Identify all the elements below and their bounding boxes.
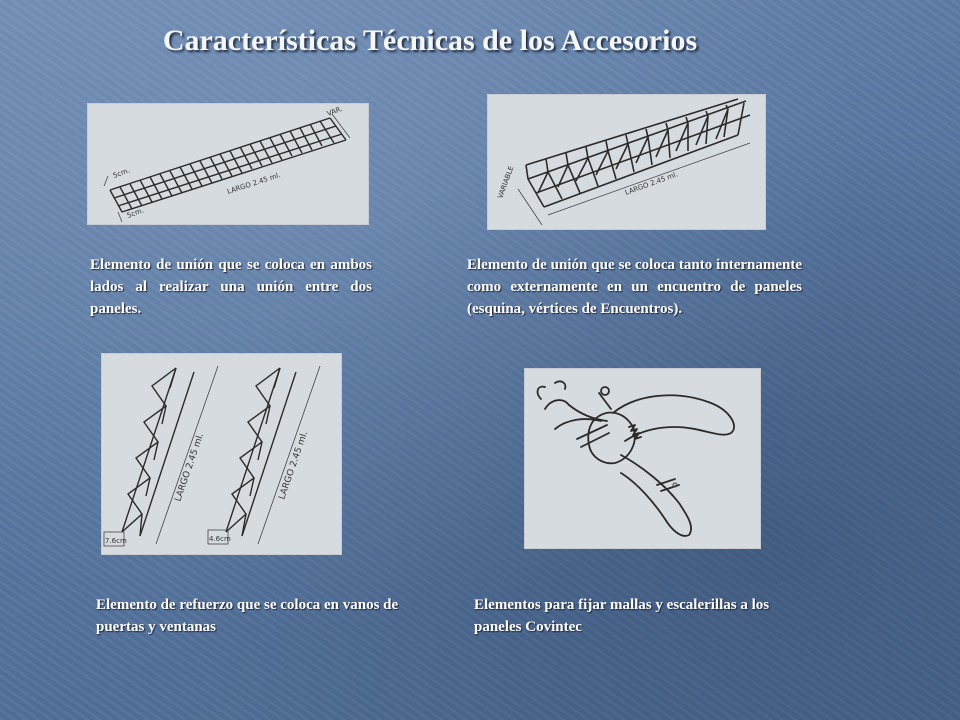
corner-mesh-figure [487,94,766,230]
caption-fasteners: Elementos para fijar mallas y escalerillas a los paneles Covintec [474,597,770,635]
page-title: Características Técnicas de los Accesorios [162,24,698,57]
truss-length-label-left: LARGO 2.45 ml. [173,432,207,503]
mesh-strip-figure [87,103,369,225]
caption-union-corner: Elemento de unión que se coloca tanto internamente como externamente en un encuentro de paneles (esquina, vértices de Encuentros). [467,257,802,317]
mesh-strip-width-label: VAR. [325,104,344,118]
mesh-strip-length-label: LARGO 2.45 ml. [226,171,282,196]
truss-length-label-right: LARGO 2.45 ml. [277,430,311,501]
corner-mesh-length-label: LARGO 2.45 ml. [623,170,679,197]
corner-mesh-width-label: VARIABLE [496,165,516,200]
truss-width-label-right: 4.6cm [209,535,231,543]
pliers-tool-figure [524,368,761,549]
caption-union-flat: Elemento de unión que se coloca en ambos lados al realizar una unión entre dos paneles. [90,257,372,317]
truss-width-label-left: 7.6cm [105,537,127,545]
mesh-strip-spacing-label-bottom: 5cm. [125,206,145,220]
truss-figure [101,353,342,555]
mesh-strip-spacing-label-top: 5cm. [111,166,131,180]
caption-reinforcement: Elemento de refuerzo que se coloca en vanos de puertas y ventanas [96,597,399,635]
